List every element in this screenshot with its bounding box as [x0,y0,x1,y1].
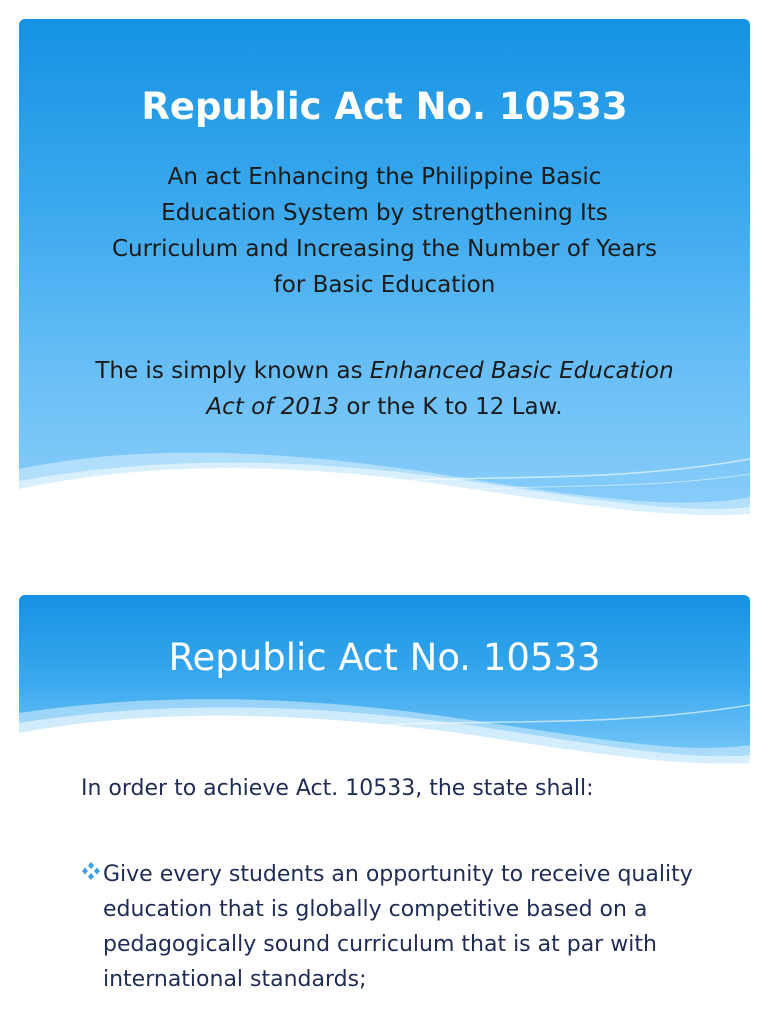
slide-2-title: Republic Act No. 10533 [168,636,601,679]
note-prefix: The is simply known as [95,358,370,384]
note-italic-title: Enhanced Basic Education Act of 2013 [206,358,674,420]
slide-2-wave-decoration [19,595,750,795]
slide-2-intro: In order to achieve Act. 10533, the state shall: [81,776,594,801]
slide-1 [19,19,750,540]
slide-1-title: Republic Act No. 10533 [141,85,628,128]
diamond-bullet-icon [81,857,105,892]
slide-2 [19,595,750,1024]
list-item [81,857,721,997]
slide-1-note [89,353,680,425]
note-suffix: or the K to 12 Law. [339,394,563,420]
bullet-text: Give every students an opportunity to receive quality education that is globally competitive based on a pedagogically sound curriculum that is at par with international standards; [103,862,693,992]
slide-1-description: An act Enhancing the Philippine Basic Education System by strengthening Its Curriculum and Increasing the Number of Years for Basic Education [111,164,657,298]
